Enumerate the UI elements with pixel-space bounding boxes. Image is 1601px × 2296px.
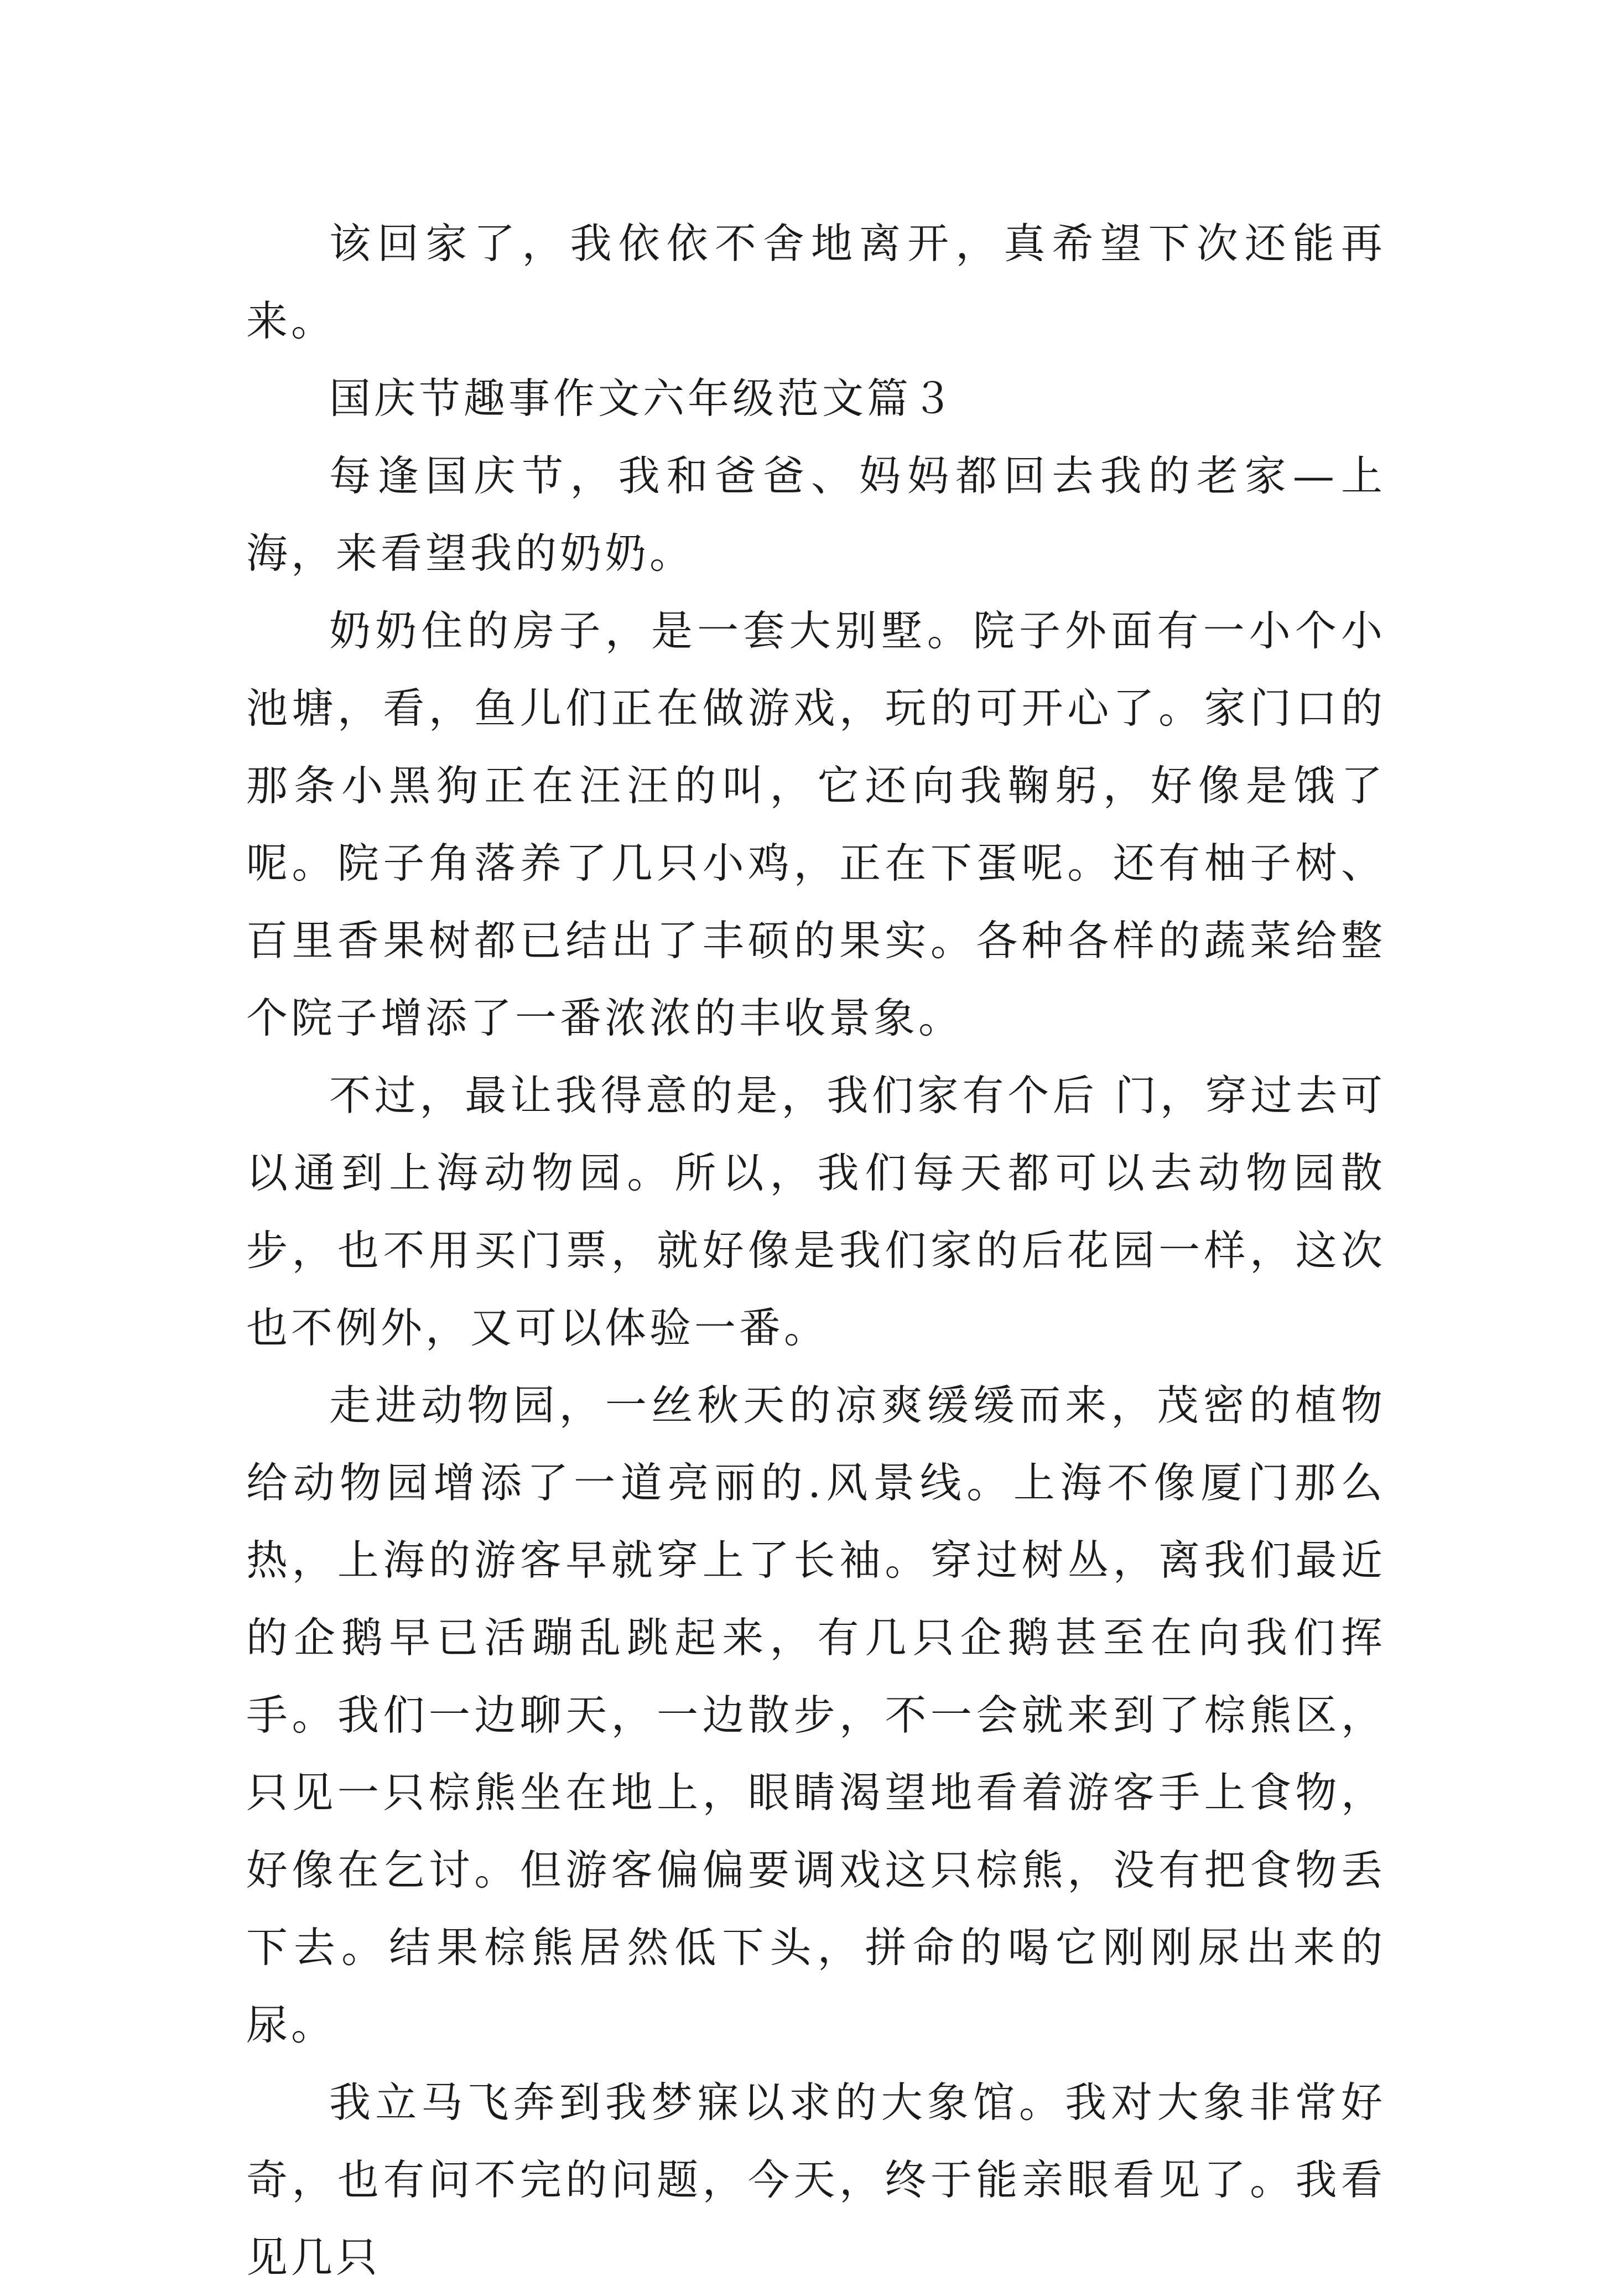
section-heading: 国庆节趣事作文六年级范文篇３ xyxy=(329,374,957,423)
article-body xyxy=(246,205,1386,2296)
paragraph-zoo: 走进动物园，一丝秋天的凉爽缓缓而来，茂密的植物给动物园增添了一道亮丽的.风景线。上海不像厦门那么热，上海的游客早就穿上了长袖。穿过树丛，离我们最近的企鹅早已活蹦乱跳起来，有几只企鹅甚至在向我们挥手。我们一边聊天，一边散步，不一会就来到了棕熊区，只见一只棕熊坐在地上，眼睛渴望地看着游客手上食物，好像在乞讨。但游客偏偏要调戏这只棕熊，没有把食物丢下去。结果棕熊居然低下头，拼命的喝它刚刚尿出来的尿。 xyxy=(246,1381,1386,2049)
paragraph-elephant: 我立马飞奔到我梦寐以求的大象馆。我对大象非常好奇，也有问不完的问题，今天，终于能亲眼看见了。我看见几只 xyxy=(246,2078,1386,2282)
paragraph-closing: 该回家了，我依依不舍地离开，真希望下次还能再来。 xyxy=(246,219,1386,345)
paragraph-house: 奶奶住的房子，是一套大别墅。院子外面有一小个小池塘，看，鱼儿们正在做游戏，玩的可开心了。家门口的那条小黑狗正在汪汪的叫，它还向我鞠躬，好像是饿了呢。院子角落养了几只小鸡，正在下蛋呢。还有柚子树、百里香果树都已结出了丰硕的果实。各种各样的蔬菜给整个院子增添了一番浓浓的丰收景象。 xyxy=(246,606,1386,1042)
paragraph-backdoor: 不过，最让我得意的是，我们家有个后 门，穿过去可以通到上海动物园。所以，我们每天都可以去动物园散步，也不用买门票，就好像是我们家的后花园一样，这次也不例外，又可以体验一番。 xyxy=(246,1071,1386,1352)
paragraph-intro: 每逢国庆节，我和爸爸、妈妈都回去我的老家—上海，来看望我的奶奶。 xyxy=(246,451,1386,578)
